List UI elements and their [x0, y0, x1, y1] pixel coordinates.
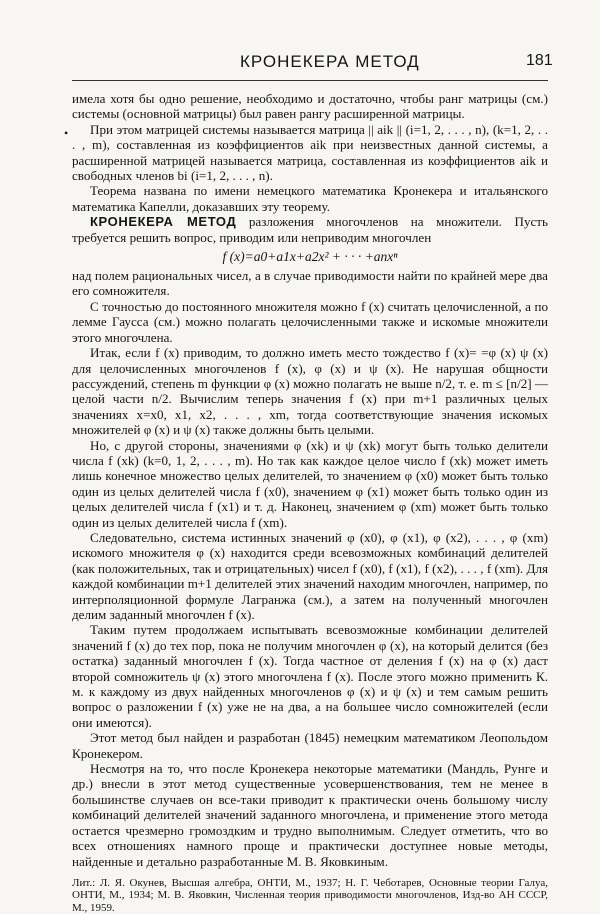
margin-mark: •: [64, 126, 69, 140]
polynomial-formula: f (x)=a0+a1x+a2x² + · · · +anxⁿ: [222, 249, 398, 265]
paragraph: При этом матрицей системы называется матрица || aik || (i=1, 2, . . . , n), (k=1, 2, . . . , m), составленная из коэффициентов aik при неизвестных данной системы, а расширенной матрицей называется матрица, составленная из коэффициентов aik и свободных членов bi (i=1, 2, . . . , n).: [72, 121, 548, 184]
literature-references: Лит.: Л. Я. Окунев, Высшая алгебра, ОНТИ, М., 1937; Н. Г. Чеботарев, Основные теории Галуа, ОНТИ, М., 1934; М. В. Яковкин, Численная теория приводимости многочленов, Изд-во АН СССР, М., 1959.: [72, 876, 548, 914]
paragraph: Но, с другой стороны, значениями φ (xk) и ψ (xk) могут быть только делители числа f (xk) (k=0, 1, 2, . . . , m). Но так как каждое целое число f (xk) может иметь лишь конечное множество целых делителей, то значением φ (x0) может быть только один из целых делителей числа f (x0), значением φ (x1) может быть только один из целых делителей числа f (x1) и т. д. Наконец, значением φ (xm) может быть только один из целых делителей числа f (xm).: [72, 437, 548, 530]
entry-intro: [72, 214, 548, 245]
page-number: 181: [526, 52, 553, 69]
continued-paragraph: имела хотя бы одно решение, необходимо и достаточно, чтобы ранг матрицы (см.) системы (основной матрицы) был равен рангу расширенной матрицы.: [72, 91, 548, 122]
paragraph: над полем рациональных чисел, а в случае приводимости найти по крайней мере два его сомножителя.: [72, 268, 548, 299]
paragraph: Теорема названа по имени немецкого математика Кронекера и итальянского математика Капелли, доказавших эту теорему.: [72, 183, 548, 214]
paragraph: Таким путем продолжаем испытывать всевозможные комбинации делителей значений f (x) до тех пор, пока не получим многочлен φ (x), на который делится (без остатка) заданный многочлен f (x). Тогда частное от деления f (x) на φ (x) даст второй сомножитель ψ (x) этого многочлена f (x). После этого можно применить К. м. к каждому из двух найденных многочленов φ (x) и ψ (x) и тем самым решить вопрос о разложении f (x) уже не на два, а на большее число сомножителей (если они имеются).: [72, 622, 548, 730]
entry-headword: КРОНЕКЕРА МЕТОД: [90, 214, 237, 230]
page-header: [0, 52, 600, 78]
paragraph: Следовательно, система истинных значений φ (x0), φ (x1), φ (x2), . . . , φ (xm) искомого множителя φ (x) находится среди всевозможных комбинаций делителей (как положительных, так и отрицательных) чисел f (x0), f (x1), f (x2), . . . , f (xm). Для каждой комбинации m+1 делителей этих значений находим многочлен, например, по интерполяционной формуле Лагранжа (см.), а затем на полученный многочлен делим заданный многочлен f (x).: [72, 529, 548, 622]
article-body: [72, 91, 548, 914]
paragraph: Этот метод был найден и разработан (1845) немецким математиком Леопольдом Кронекером.: [72, 730, 548, 761]
entry-intro-text: разложения многочленов на множители. Пусть требуется решить вопрос, приводим или неприводим многочлен: [72, 214, 548, 245]
header-rule: [72, 80, 548, 81]
running-title: КРОНЕКЕРА МЕТОД: [240, 52, 420, 71]
paragraph: С точностью до постоянного множителя можно f (x) считать целочисленной, а по лемме Гаусса (см.) можно полагать целочисленными также и искомые множители этого многочлена.: [72, 298, 548, 345]
paragraph: Несмотря на то, что после Кронекера некоторые математики (Мандль, Рунге и др.) внесли в этот метод существенные усовершенствования, тем не менее в большинстве случаев он все-таки приводит к практически очень большому числу комбинаций делителей значений заданного многочлена, и применение этого метода остается чрезмерно громоздким и трудно выполнимым. Следует отметить, что во всех отношениях намного проще и практически доступнее новые методы, найденные и детально разработанные М. В. Яковкиным.: [72, 761, 548, 869]
paragraph: Итак, если f (x) приводим, то должно иметь место тождество f (x)= =φ (x) ψ (x) для целочисленных многочленов f (x), φ (x) и ψ (x). Не нарушая общности рассуждений, степень m функции φ (x) можно полагать не выше n/2, т. е. m ≤ [n/2] — целой части n/2. Вычислим теперь значения f (x) при m+1 различных целых значениях x=x0, x1, x2, . . . , xm, тогда соответствующие значения искомых множителей φ (x) и ψ (x) также должны быть целыми.: [72, 345, 548, 438]
